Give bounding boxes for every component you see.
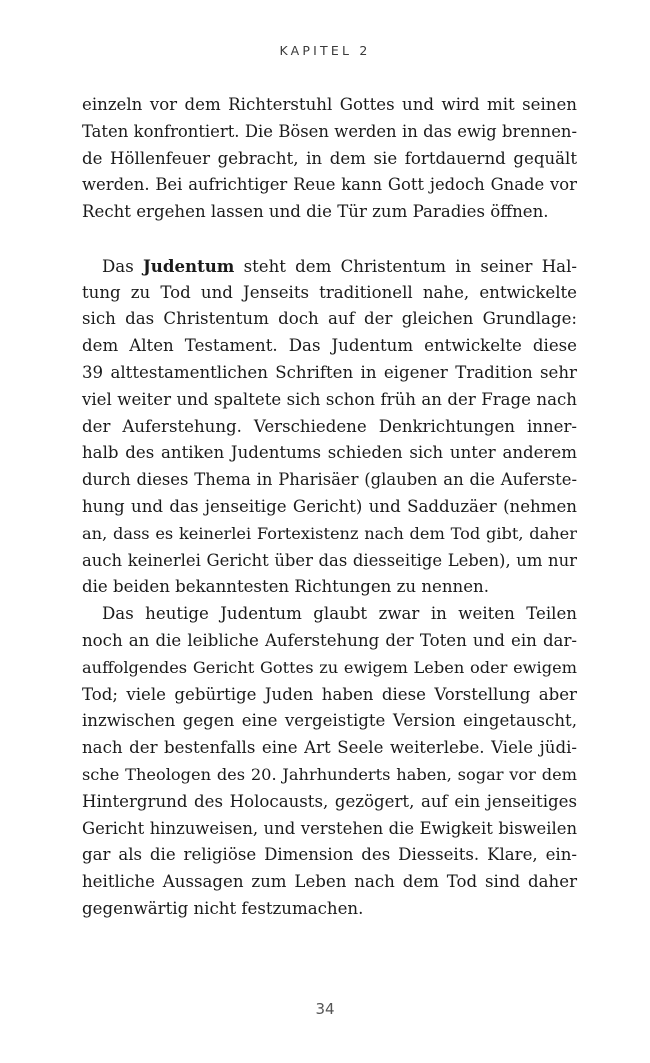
text-run: Das — [102, 256, 143, 276]
paragraph-1 — [82, 92, 577, 226]
text-line: an, dass es keinerlei Fortexistenz nach dem Tod gibt, daher — [82, 523, 577, 543]
text-line: noch an die leibliche Auferstehung der Toten und ein dar- — [82, 630, 577, 650]
text-line — [82, 253, 577, 280]
paragraph-2 — [82, 253, 577, 601]
text-line: gar als die religiöse Dimension des Diesseits. Klare, ein- — [82, 845, 577, 865]
text-line: de Höllenfeuer gebracht, in dem sie fortdauernd gequält — [82, 148, 577, 168]
text-line: gegenwärtig nicht festzumachen. — [82, 898, 364, 918]
emphasis-judentum: Judentum — [142, 255, 235, 276]
text-line: werden. Bei aufrichtiger Reue kann Gott jedoch Gnade vor — [82, 175, 577, 195]
text-line: Hintergrund des Holocausts, gezögert, auf ein jenseitiges — [82, 791, 577, 811]
text-line: sich das Christentum doch auf der gleichen Grundlage: — [82, 309, 577, 329]
text-line: viel weiter und spaltete sich schon früh an der Frage nach — [82, 389, 577, 409]
text-line: heitliche Aussagen zum Leben nach dem Tod sind daher — [82, 872, 577, 892]
text-line: Tod; viele gebürtige Juden haben diese Vorstellung aber — [82, 684, 577, 704]
page-number: 34 — [315, 1000, 335, 1018]
text-line: 39 alttestamentlichen Schriften in eigener Tradition sehr — [82, 362, 577, 382]
text-line: die beiden bekanntesten Richtungen zu nennen. — [82, 577, 489, 597]
text-line: sche Theologen des 20. Jahrhunderts haben, sogar vor dem — [82, 764, 577, 784]
text-line: halb des antiken Judentums schieden sich unter anderem — [82, 443, 577, 463]
text-line: hung und das jenseitige Gericht) und Sadduzäer (nehmen — [82, 496, 577, 516]
text-line: einzeln vor dem Richterstuhl Gottes und wird mit seinen — [82, 95, 577, 114]
running-head: KAPITEL 2 — [279, 43, 371, 58]
paragraph-3 — [82, 601, 577, 923]
text-line: tung zu Tod und Jenseits traditionell nahe, entwickelte — [82, 282, 577, 302]
text-line: Taten konfrontiert. Die Bösen werden in das ewig brennen- — [82, 121, 577, 141]
text-line: Recht ergehen lassen und die Tür zum Paradies öffnen. — [82, 202, 549, 222]
text-run: steht dem Christentum in seiner Hal- — [234, 256, 577, 276]
text-line: auch keinerlei Gericht über das diesseitige Leben), um nur — [82, 550, 577, 570]
body-text — [82, 92, 577, 923]
text-line: Gericht hinzuweisen, und verstehen die Ewigkeit bisweilen — [82, 818, 577, 838]
text-line: inzwischen gegen eine vergeistigte Version eingetauscht, — [82, 711, 577, 731]
text-line: auffolgendes Gericht Gottes zu ewigem Leben oder ewigem — [82, 657, 577, 677]
text-line: Das heutige Judentum glaubt zwar in weiten Teilen — [102, 604, 577, 624]
text-line: nach der bestenfalls eine Art Seele weiterlebe. Viele jüdi- — [82, 738, 577, 758]
paragraph-gap — [82, 226, 577, 253]
text-line: dem Alten Testament. Das Judentum entwickelte diese — [82, 336, 577, 356]
text-line: durch dieses Thema in Pharisäer (glauben an die Auferste- — [82, 470, 577, 490]
text-line: der Auferstehung. Verschiedene Denkrichtungen inner- — [82, 416, 577, 436]
